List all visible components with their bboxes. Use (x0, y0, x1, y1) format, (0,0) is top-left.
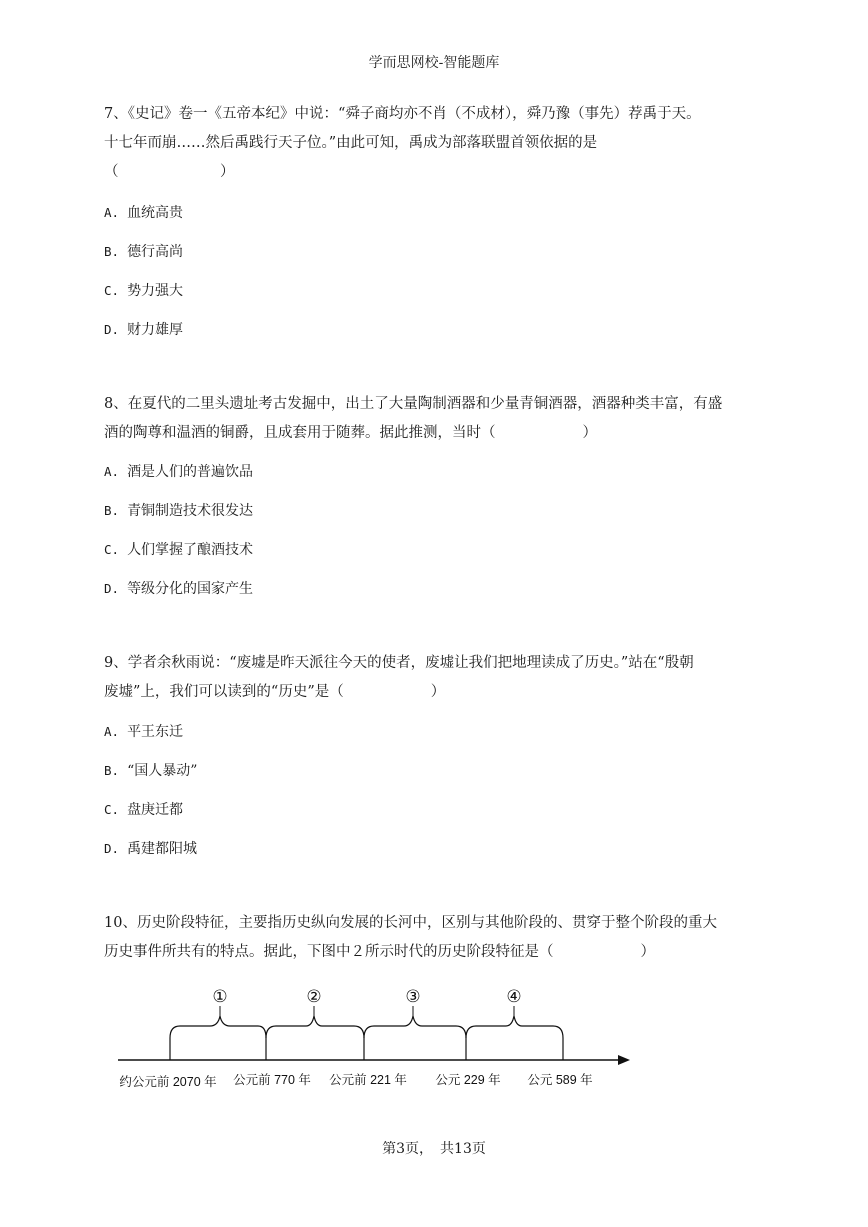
question-10 (104, 909, 764, 967)
option-letter: C. (104, 542, 120, 557)
date-label-2: 公元前 770 年 (233, 1073, 311, 1087)
option-letter: D. (104, 581, 120, 596)
option-text: 势力强大 (127, 283, 184, 299)
question-10-line-1: 10、历史阶段特征，主要指历史纵向发展的长河中，区别与其他阶段的、贯穿于整个阶段的重大 (104, 915, 717, 931)
option-letter: A. (104, 724, 120, 739)
option-letter: A. (104, 464, 120, 479)
option-text: 财力雄厚 (127, 322, 184, 338)
date-label-3: 公元前 221 年 (329, 1073, 407, 1087)
option-letter: B. (104, 503, 120, 518)
question-7-answer-blank: （ ） (104, 164, 235, 180)
question-9-option-d (104, 839, 197, 859)
question-8-line-2: 酒的陶尊和温酒的铜爵，且成套用于随葬。据此推测，当时（ ） (104, 425, 597, 441)
option-text: 禹建都阳城 (127, 841, 198, 857)
question-7-option-a (104, 203, 183, 223)
period-4-brace (466, 1016, 563, 1038)
option-text: “国人暴动” (127, 763, 198, 779)
period-3-brace (364, 1016, 466, 1038)
question-8-option-d (104, 579, 253, 599)
page-footer: 第3页， 共13页 (382, 1141, 486, 1157)
date-label-5: 公元 589 年 (527, 1073, 593, 1087)
option-letter: D. (104, 841, 120, 856)
question-9-option-c (104, 800, 183, 820)
question-7-line-2: 十七年而崩……然后禹践行天子位。”由此可知，禹成为部落联盟首领依据的是 (104, 135, 598, 151)
option-text: 德行高尚 (127, 244, 184, 260)
option-text: 平王东迁 (127, 724, 184, 740)
question-10-line-2: 历史事件所共有的特点。据此，下图中２所示时代的历史阶段特征是（ ） (104, 944, 655, 960)
question-8-line-1: 8、在夏代的二里头遗址考古发掘中，出土了大量陶制酒器和少量青铜酒器，酒器种类丰富，有盛 (104, 396, 723, 412)
option-letter: B. (104, 763, 120, 778)
period-4-label: ④ (506, 987, 522, 1006)
question-8-option-a (104, 462, 253, 482)
question-7-option-d (104, 320, 183, 340)
option-letter: A. (104, 205, 120, 220)
period-2-label: ② (306, 987, 322, 1006)
timeline-arrow-icon (618, 1055, 630, 1065)
option-letter: C. (104, 283, 120, 298)
option-text: 盘庚迁都 (127, 802, 184, 818)
question-9-line-2: 废墟”上，我们可以读到的“历史”是（ ） (104, 684, 446, 700)
period-3-label: ③ (405, 987, 421, 1006)
option-letter: B. (104, 244, 120, 259)
date-label-1: 约公元前 2070 年 (119, 1075, 217, 1089)
question-7-option-c (104, 281, 183, 301)
question-8-option-b (104, 501, 253, 521)
question-9-option-a (104, 722, 183, 742)
date-label-4: 公元 229 年 (435, 1073, 501, 1087)
option-text: 等级分化的国家产生 (127, 581, 254, 597)
question-7 (104, 100, 764, 187)
question-9-line-1: 9、学者余秋雨说：“废墟是昨天派往今天的使者，废墟让我们把地理读成了历史。”站在“殷朝 (104, 655, 694, 671)
option-letter: D. (104, 322, 120, 337)
question-9 (104, 649, 764, 707)
period-1-brace (170, 1016, 266, 1038)
option-text: 血统高贵 (127, 205, 184, 221)
option-letter: C. (104, 802, 120, 817)
period-1-label: ① (212, 987, 228, 1006)
question-7-line-1: 7、《史记》卷一《五帝本纪》中说：“舜子商均亦不肖（不成材），舜乃豫（事先）荐禹于天。 (104, 106, 701, 122)
option-text: 青铜制造技术很发达 (127, 503, 254, 519)
timeline-diagram (100, 976, 660, 1096)
question-7-option-b (104, 242, 183, 262)
question-8-option-c (104, 540, 253, 560)
question-8 (104, 390, 764, 448)
page-header: 学而思网校-智能题库 (368, 55, 500, 71)
period-2-brace (266, 1016, 364, 1038)
question-9-option-b (104, 761, 197, 781)
option-text: 人们掌握了酿酒技术 (127, 542, 254, 558)
option-text: 酒是人们的普遍饮品 (127, 464, 254, 480)
